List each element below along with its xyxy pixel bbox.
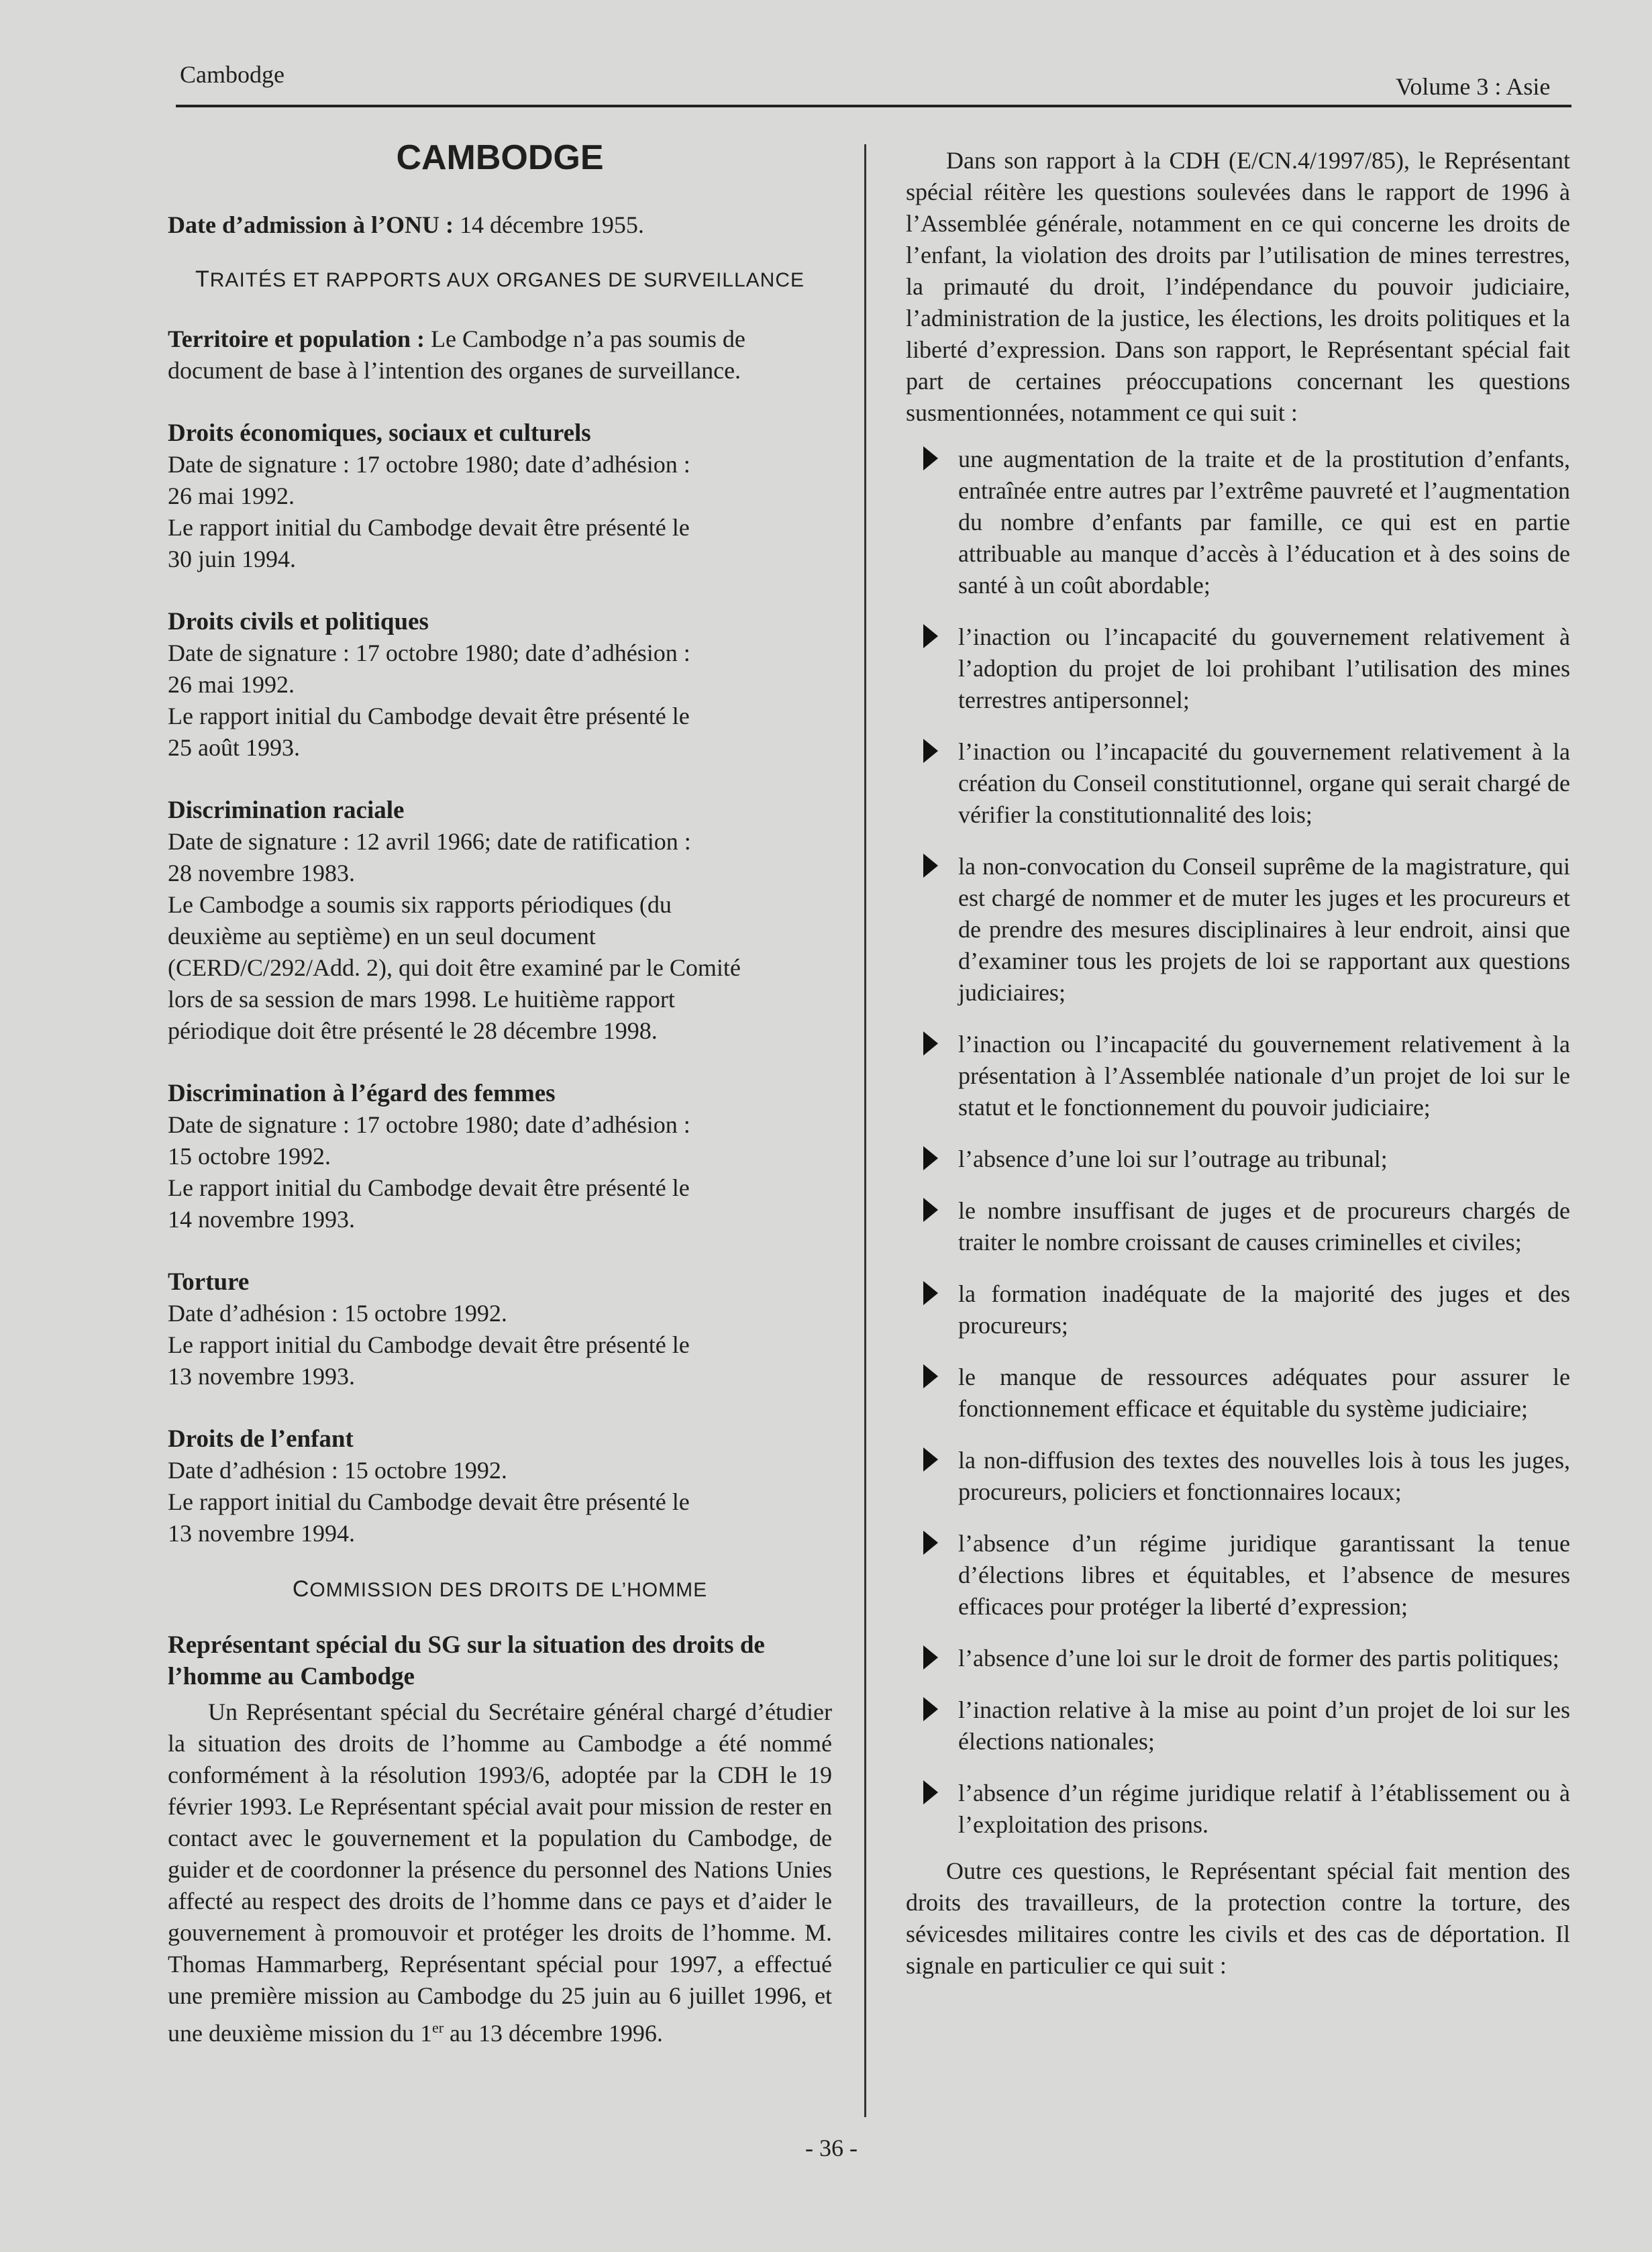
concern-item <box>906 1445 1570 1508</box>
concern-item <box>906 1195 1570 1258</box>
treaty-line: Le rapport initial du Cambodge devait être présenté le <box>168 1174 690 1201</box>
territory-text: Le Cambodge n’a pas soumis de document de base à l’intention des organes de surveillance. <box>168 325 745 384</box>
treaty-line: périodique doit être présenté le 28 décembre 1998. <box>168 1017 658 1044</box>
special-rep-text-end: au 13 décembre 1996. <box>444 2020 663 2047</box>
treaty-list <box>168 417 832 1549</box>
special-rep-text: Un Représentant spécial du Secrétaire général chargé d’étudier la situation des droits de l’homme au Cambodge a été nommé conformément à la résolution 1993/6, adoptée par la CDH le 19 février 1993. Le Représentant spécial avait pour mission de rester en contact avec le gouvernement et la population du Cambodge, de guider et de coordonner la présence du personnel des Nations Unies affecté au respect des droits de l’homme dans ce pays et d’aider le gouvernement à promouvoir et protéger les droits de l’homme. M. Thomas Hammarberg, Représentant spécial pour 1997, a effectué une première mission au Cambodge du 25 juin au 6 juillet 1996, et une deuxième mission du 1 <box>168 1698 832 2047</box>
concern-text: la formation inadéquate de la majorité des juges et des procureurs; <box>958 1280 1570 1339</box>
treaty-line: Date de signature : 17 octobre 1980; date d’adhésion : <box>168 1111 690 1138</box>
treaty-line: Date de signature : 12 avril 1966; date de ratification : <box>168 828 691 855</box>
right-column <box>906 145 1570 1982</box>
treaty-title: Discrimination raciale <box>168 797 405 824</box>
concern-text: le nombre insuffisant de juges et de procureurs chargés de traiter le nombre croissant de causes criminelles et civiles; <box>958 1197 1570 1256</box>
concern-text: une augmentation de la traite et de la prostitution d’enfants, entraînée entre autres par l’extrême pauvreté et l’augmentation du nombre d’enfants par famille, ce qui est en partie attribuable au manque d’accès à l’éducation et à des soins de santé à un coût abordable; <box>958 446 1570 599</box>
triangle-bullet-icon <box>923 1146 938 1170</box>
section-heading-rest: RAITÉS ET RAPPORTS AUX ORGANES DE SURVEILLANCE <box>209 269 805 291</box>
concern-text: l’absence d’un régime juridique relatif à l’établissement ou à l’exploitation des prisons. <box>958 1780 1570 1838</box>
treaty-line: 25 août 1993. <box>168 734 300 761</box>
section-heading-rest: OMMISSION DES DROITS DE L’HOMME <box>309 1579 708 1601</box>
page-title: CAMBODGE <box>396 138 604 177</box>
ordinal-suffix: er <box>431 2019 444 2036</box>
territory-paragraph <box>168 323 832 387</box>
triangle-bullet-icon <box>923 1198 938 1222</box>
concern-item <box>906 444 1570 601</box>
concern-text: la non-convocation du Conseil suprême de la magistrature, qui est chargé de nommer et de muter les juges et les procureurs et de prendre des mesures disciplinaires à leur endroit, ainsi que d’examiner tous les projets de loi se rapportant aux questions judiciaires; <box>958 853 1570 1006</box>
treaty-block <box>168 417 832 575</box>
treaty-line: 13 novembre 1994. <box>168 1520 355 1547</box>
triangle-bullet-icon <box>923 739 938 763</box>
header-volume: Volume 3 : Asie <box>1396 73 1551 100</box>
right-intro-paragraph: Dans son rapport à la CDH (E/CN.4/1997/85), le Représentant spécial réitère les questions soulevées dans le rapport de 1996 à l’Assemblée générale, notamment en ce qui concerne les droits de l’enfant, la violation des droits par l’utilisation de mines terrestres, la primauté du droit, l’indépendance du pouvoir judiciaire, l’administration de la justice, les élections, les droits politiques et la liberté d’expression. Dans son rapport, le Représentant spécial fait part de certaines préoccupations concernant les questions susmentionnées, notamment ce qui suit : <box>906 147 1570 426</box>
triangle-bullet-icon <box>923 854 938 878</box>
column-divider <box>864 144 866 2117</box>
concern-item <box>906 1694 1570 1757</box>
treaty-title: Droits économiques, sociaux et culturels <box>168 419 591 447</box>
section-heading-commission <box>168 1576 832 1602</box>
treaty-line: 26 mai 1992. <box>168 482 295 509</box>
treaty-line: Le rapport initial du Cambodge devait être présenté le <box>168 1331 690 1358</box>
treaty-line: Le rapport initial du Cambodge devait être présenté le <box>168 703 690 729</box>
special-rep-paragraph <box>168 1696 832 2049</box>
admission-date <box>168 209 832 241</box>
concern-text: l’inaction ou l’incapacité du gouvernement relativement à la création du Conseil constitutionnel, organe qui serait chargé de vérifier la constitutionnalité des lois; <box>958 738 1570 828</box>
treaty-block <box>168 1266 832 1392</box>
concern-item <box>906 1528 1570 1623</box>
section-heading-initial: C <box>292 1576 310 1602</box>
treaty-line: 28 novembre 1983. <box>168 860 355 886</box>
treaty-line: Date d’adhésion : 15 octobre 1992. <box>168 1300 507 1327</box>
concern-item <box>906 1143 1570 1175</box>
concern-text: la non-diffusion des textes des nouvelles lois à tous les juges, procureurs, policiers et fonctionnaires locaux; <box>958 1447 1570 1505</box>
treaty-title: Discrimination à l’égard des femmes <box>168 1080 556 1107</box>
triangle-bullet-icon <box>923 1531 938 1555</box>
concern-item <box>906 1643 1570 1674</box>
treaty-line: Date de signature : 17 octobre 1980; date d’adhésion : <box>168 451 690 478</box>
concern-text: le manque de ressources adéquates pour assurer le fonctionnement efficace et équitable du système judiciaire; <box>958 1364 1570 1422</box>
territory-label: Territoire et population : <box>168 325 425 352</box>
concern-item <box>906 621 1570 716</box>
treaty-block <box>168 1078 832 1235</box>
concern-item <box>906 851 1570 1009</box>
treaty-block <box>168 795 832 1047</box>
concern-text: l’inaction ou l’incapacité du gouvernement relativement à l’adoption du projet de loi prohibant l’utilisation des mines terrestres antipersonnel; <box>958 623 1570 713</box>
treaty-line: Le Cambodge a soumis six rapports périodiques (du <box>168 891 672 918</box>
admission-label: Date d’admission à l’ONU : <box>168 211 454 238</box>
concern-item <box>906 736 1570 831</box>
treaty-line: deuxième au septième) en un seul document <box>168 923 596 950</box>
concern-text: l’absence d’une loi sur le droit de former des partis politiques; <box>958 1645 1559 1672</box>
treaty-block <box>168 1423 832 1549</box>
treaty-line: (CERD/C/292/Add. 2), qui doit être examiné par le Comité <box>168 954 741 981</box>
concern-text: l’absence d’un régime juridique garantissant la tenue d’élections libres et équitables, et l’absence de mesures efficaces pour protéger la liberté d’expression; <box>958 1530 1570 1620</box>
treaty-block <box>168 606 832 764</box>
treaty-line: Le rapport initial du Cambodge devait être présenté le <box>168 514 690 541</box>
triangle-bullet-icon <box>923 1645 938 1670</box>
concern-item <box>906 1778 1570 1841</box>
treaty-line: 14 novembre 1993. <box>168 1206 355 1233</box>
treaty-line: 30 juin 1994. <box>168 546 297 572</box>
concern-text: l’absence d’une loi sur l’outrage au tribunal; <box>958 1145 1388 1172</box>
page-number: - 36 - <box>805 2135 858 2161</box>
treaty-line: 15 octobre 1992. <box>168 1143 331 1170</box>
triangle-bullet-icon <box>923 1031 938 1056</box>
triangle-bullet-icon <box>923 1364 938 1388</box>
concern-item <box>906 1278 1570 1341</box>
treaty-line: Date de signature : 17 octobre 1980; date d’adhésion : <box>168 639 690 666</box>
header-rule <box>176 105 1571 107</box>
treaty-line: 13 novembre 1993. <box>168 1363 355 1390</box>
concern-text: l’inaction ou l’incapacité du gouvernement relativement à la présentation à l’Assemblée nationale d’un projet de loi sur le statut et le fonctionnement du pouvoir judiciaire; <box>958 1031 1570 1121</box>
header-country: Cambodge <box>180 61 285 88</box>
treaty-line: lors de sa session de mars 1998. Le huitième rapport <box>168 986 675 1013</box>
concern-item <box>906 1029 1570 1123</box>
treaty-line: Date d’adhésion : 15 octobre 1992. <box>168 1457 507 1484</box>
concern-text: l’inaction relative à la mise au point d’un projet de loi sur les élections nationales; <box>958 1696 1570 1755</box>
triangle-bullet-icon <box>923 1447 938 1472</box>
admission-value: 14 décembre 1955. <box>460 211 644 238</box>
triangle-bullet-icon <box>923 624 938 648</box>
triangle-bullet-icon <box>923 1281 938 1305</box>
triangle-bullet-icon <box>923 1697 938 1721</box>
concern-item <box>906 1362 1570 1425</box>
concern-list <box>906 444 1570 1841</box>
triangle-bullet-icon <box>923 446 938 470</box>
right-outro-paragraph: Outre ces questions, le Représentant spécial fait mention des droits des travailleurs, de la protection contre la torture, des sévicesdes militaires contre les civils et des cas de déportation. Il signale en particulier ce qui suit : <box>906 1857 1570 1979</box>
treaty-line: 26 mai 1992. <box>168 671 295 698</box>
treaty-title: Droits civils et politiques <box>168 608 429 635</box>
treaty-title: Torture <box>168 1268 250 1296</box>
treaty-title: Droits de l’enfant <box>168 1425 354 1453</box>
section-heading-initial: T <box>195 266 210 292</box>
treaty-line: Le rapport initial du Cambodge devait être présenté le <box>168 1488 690 1515</box>
special-rep-title: Représentant spécial du SG sur la situation des droits de l’homme au Cambodge <box>168 1631 765 1690</box>
left-column <box>168 134 832 2049</box>
section-heading-treaties <box>168 266 832 293</box>
triangle-bullet-icon <box>923 1780 938 1804</box>
